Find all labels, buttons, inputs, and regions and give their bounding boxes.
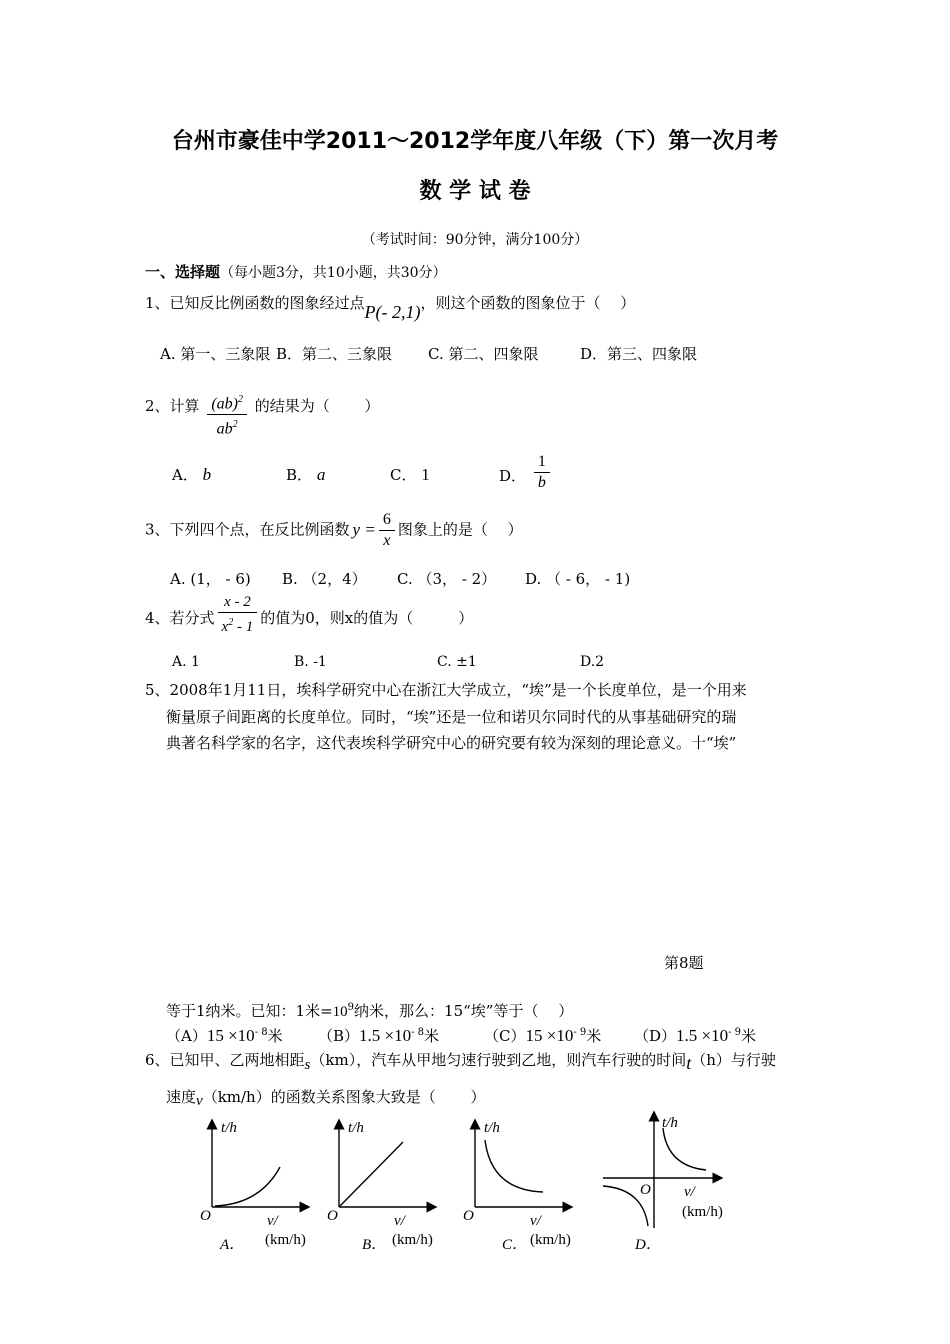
curve: [485, 1140, 543, 1192]
q1-option-c: C. 第二、四象限: [428, 345, 539, 363]
option-label: C．: [502, 1237, 528, 1253]
section-heading: [145, 261, 447, 282]
line: [339, 1142, 403, 1207]
question-1-stem: [145, 292, 636, 322]
q1-text-end: ，则这个函数的图象位于（ ）: [420, 294, 636, 312]
q5-option-c-value: 15 ×10: [525, 1026, 574, 1045]
q3-func-num: 6: [379, 510, 395, 531]
graph-b: [322, 1112, 447, 1257]
q5-option-d-label: （D）: [634, 1027, 677, 1045]
q6-line-2-b: （km/h）的函数关系图象大致是（ ）: [202, 1088, 486, 1106]
q2-option-c-label: C．: [390, 466, 417, 484]
q2-option-d-label: D．: [499, 466, 527, 485]
q5-line-4: [166, 1000, 573, 1021]
x-axis-unit: (km/h): [392, 1232, 433, 1248]
q4-option-d: D.2: [580, 654, 605, 670]
q3-option-b: B. （2，4）: [282, 570, 367, 588]
q4-denominator-exp: 2: [228, 617, 234, 628]
x-axis-label: v/: [267, 1213, 278, 1229]
q3-function-lhs: y =: [352, 519, 376, 539]
q6-var-t: t: [686, 1053, 692, 1073]
q4-numerator: x - 2: [218, 592, 258, 613]
q6-var-v: v: [196, 1093, 203, 1109]
q2-option-b-label: B．: [286, 466, 313, 484]
section-title: 一、选择题: [145, 263, 221, 281]
origin-label: O: [640, 1182, 651, 1198]
q3-option-a: A. (1， - 6): [170, 570, 251, 588]
q5-option-b: [318, 1025, 439, 1046]
y-axis-label: t/h: [221, 1120, 237, 1136]
q4-denominator: x: [221, 619, 229, 635]
q1-option-b: B．第二、三象限: [276, 345, 393, 363]
q2-option-a-value: b: [202, 465, 212, 484]
y-axis-label: t/h: [348, 1120, 364, 1136]
q5-option-a: [166, 1025, 283, 1046]
q5-line-4-start: 等于1纳米。已知：1米=: [166, 1002, 333, 1020]
question-4-stem: [145, 592, 473, 637]
q2-option-d-den: b: [537, 474, 546, 491]
q3-function-fraction: [379, 510, 395, 551]
option-label: A．: [220, 1237, 245, 1253]
q2-numerator-exp: 2: [237, 394, 243, 405]
q2-option-a: [172, 464, 211, 485]
exam-subtitle: 数 学 试 卷: [419, 179, 531, 204]
q1-text: 1、已知反比例函数的图象经过点: [145, 294, 365, 312]
q1-option-a: A. 第一、三象限: [160, 345, 271, 363]
q5-line-3: 典著名科学家的名字，这代表埃科学研究中心的研究要有较为深刻的理论意义。十“埃”: [166, 734, 737, 752]
q4-option-a: A. 1: [172, 654, 200, 670]
q3-option-d: D. （ - 6， - 1): [525, 570, 631, 588]
q1-option-d: D．第三、四象限: [580, 345, 698, 363]
x-axis-unit: (km/h): [265, 1232, 306, 1248]
q5-option-c: [484, 1025, 601, 1046]
q5-option-c-exp: - 9: [573, 1027, 587, 1038]
curve-first-quadrant: [663, 1128, 706, 1170]
q2-option-a-label: A．: [172, 466, 198, 484]
q5-option-c-unit: 米: [586, 1027, 602, 1045]
q6-line-2: [166, 1086, 486, 1107]
graph-d: [598, 1106, 748, 1256]
q2-option-d-num: 1: [534, 452, 550, 473]
q2-option-c: [390, 464, 430, 485]
q2-text: 2、计算: [145, 396, 200, 415]
q1-point: P(- 2,1): [364, 302, 421, 322]
q2-fraction: [207, 390, 247, 440]
q6-line-1-b: （km），汽车从甲地匀速行驶到乙地，则汽车行驶的时间: [310, 1051, 687, 1069]
q2-option-d-fraction: [534, 452, 550, 493]
y-axis-label: t/h: [662, 1115, 678, 1131]
q2-option-d: [499, 452, 553, 493]
exam-title: 台州市豪佳中学2011～2012学年度八年级（下）第一次月考: [171, 129, 779, 154]
q5-option-d-exp: - 9: [728, 1027, 742, 1038]
q3-text-end: 图象上的是（ ）: [397, 520, 523, 539]
q5-option-b-label: （B）: [318, 1027, 360, 1045]
q2-option-c-value: 1: [421, 465, 430, 484]
exam-info: （考试时间：90分钟，满分100分）: [361, 232, 589, 248]
q4-option-c: C. ±1: [437, 654, 477, 670]
curve: [215, 1167, 280, 1206]
q4-option-b: B. -1: [294, 654, 327, 670]
q2-option-b: [286, 464, 325, 485]
q3-func-den: x: [383, 532, 391, 549]
origin-label: O: [200, 1208, 211, 1224]
q6-var-s: s: [304, 1057, 311, 1073]
q4-text-end: 的值为0，则x的值为（ ）: [260, 608, 474, 627]
q5-option-b-unit: 米: [424, 1027, 440, 1045]
origin-label: O: [327, 1208, 338, 1224]
q2-denominator-exp: 2: [232, 419, 238, 431]
option-label: D．: [635, 1237, 661, 1253]
question-3-stem: [145, 510, 523, 551]
figure-label: 第8题: [664, 954, 704, 972]
q5-line-2: 衡量原子间距离的长度单位。同时，“埃”还是一位和诺贝尔同时代的从事基础研究的瑞: [166, 708, 737, 726]
q5-option-a-label: （A）: [166, 1027, 207, 1045]
q5-power-base: 10: [332, 1004, 348, 1020]
q5-line-4-end: 纳米，那么：15“埃”等于（ ）: [354, 1002, 574, 1020]
x-axis-label: v/: [394, 1213, 405, 1229]
graph-c: [458, 1112, 583, 1257]
q3-option-c: C. （3， - 2）: [397, 570, 497, 588]
q5-option-d: [634, 1025, 756, 1046]
q5-option-a-value: 15 ×10: [206, 1026, 255, 1045]
origin-label: O: [463, 1208, 474, 1224]
q3-text: 3、下列四个点，在反比例函数: [145, 520, 350, 539]
q2-numerator: (ab): [211, 395, 238, 413]
question-2-stem: [145, 382, 380, 438]
q5-power-exp: 9: [347, 1002, 355, 1013]
x-axis-unit: (km/h): [530, 1232, 571, 1248]
graph-a: [195, 1112, 320, 1257]
q5-option-d-unit: 米: [741, 1027, 757, 1045]
q4-text: 4、若分式: [145, 608, 215, 627]
x-axis-unit: (km/h): [682, 1204, 723, 1220]
x-axis-label: v/: [530, 1213, 541, 1229]
option-label: B．: [362, 1237, 387, 1253]
q5-option-c-label: （C）: [484, 1027, 526, 1045]
y-axis-label: t/h: [484, 1120, 500, 1136]
q6-line-2-a: 速度: [166, 1088, 197, 1106]
q6-line-1: [145, 1049, 776, 1073]
q4-fraction: [218, 592, 258, 637]
q4-denominator-end: - 1: [233, 619, 254, 635]
q6-line-1-c: （h）与行驶: [691, 1051, 776, 1069]
q5-line-1: 5、2008年1月11日，埃科学研究中心在浙江大学成立，“埃”是一个长度单位，是一个用来: [145, 681, 747, 699]
q5-option-d-value: 1.5 ×10: [676, 1026, 729, 1045]
q2-denominator: ab: [216, 420, 233, 438]
x-axis-label: v/: [684, 1184, 695, 1200]
q2-text-end: 的结果为（ ）: [254, 396, 380, 415]
q5-option-b-value: 1.5 ×10: [359, 1026, 412, 1045]
q6-line-1-a: 6、已知甲、乙两地相距: [145, 1051, 305, 1069]
q5-option-b-exp: - 8: [411, 1027, 425, 1038]
q2-option-b-value: a: [316, 465, 326, 484]
section-note: （每小题3分，共10小题，共30分）: [220, 265, 447, 281]
q5-option-a-unit: 米: [267, 1027, 283, 1045]
q5-option-a-exp: - 8: [254, 1027, 268, 1038]
